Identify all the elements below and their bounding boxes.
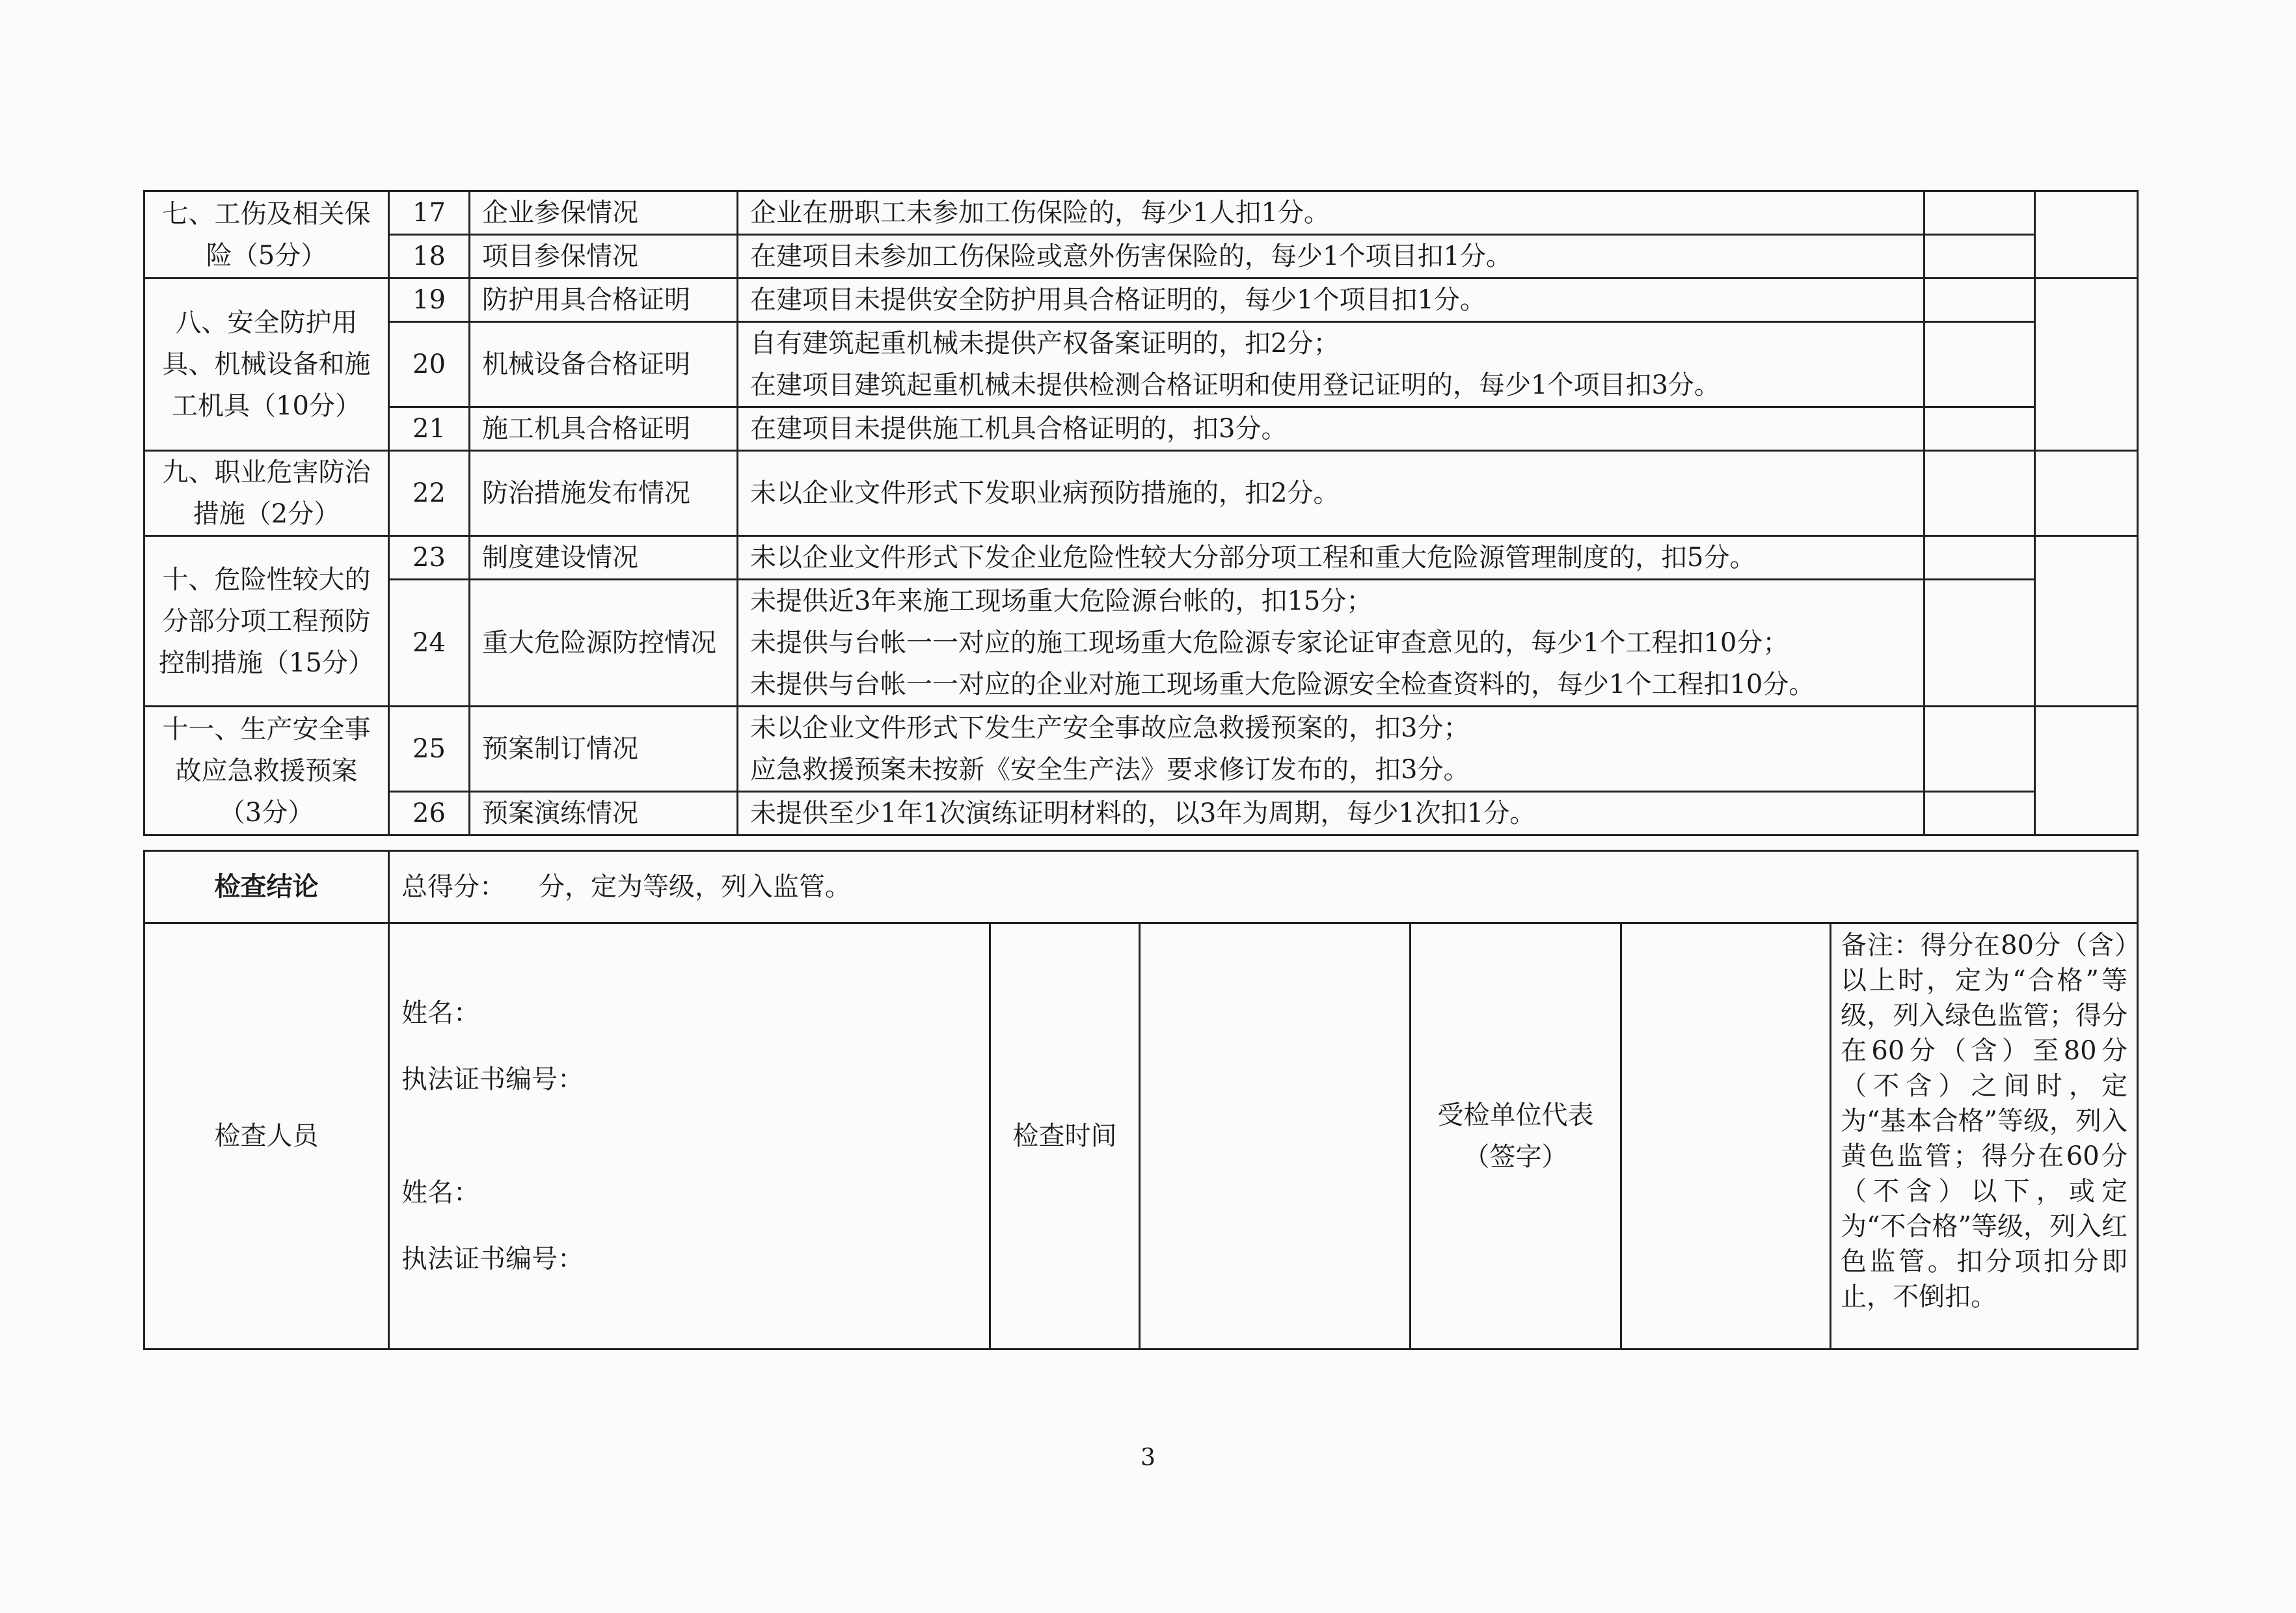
item-name: 预案演练情况 [470, 792, 738, 835]
criteria-line: 未提供近3年来施工现场重大危险源台帐的，扣15分； [750, 586, 1373, 616]
criteria-cell [738, 451, 1925, 536]
item-name: 防治措施发布情况 [470, 451, 738, 536]
score-cell [1925, 407, 2035, 451]
score-cell [1925, 792, 2035, 835]
criteria-line: 未以企业文件形式下发企业危险性较大分部分项工程和重大危险源管理制度的，扣5分。 [750, 543, 1756, 573]
table-row [144, 580, 2138, 707]
table-row [144, 451, 2138, 536]
criteria-line: 应急救援预案未按新《安全生产法》要求修订发布的，扣3分。 [750, 755, 1470, 785]
criteria-line: 在建项目未提供安全防护用具合格证明的，每少1个项目扣1分。 [750, 285, 1486, 315]
item-number: 24 [389, 580, 470, 707]
subtotal-cell [2035, 278, 2138, 451]
representative-sub: （签字） [1463, 1142, 1568, 1172]
item-name: 防护用具合格证明 [470, 278, 738, 322]
item-name: 企业参保情况 [470, 191, 738, 235]
criteria-line: 在建项目建筑起重机械未提供检测合格证明和使用登记证明的，每少1个项目扣3分。 [750, 370, 1720, 400]
item-number: 26 [389, 792, 470, 835]
criteria-line: 未提供与台帐一一对应的施工现场重大危险源专家论证审查意见的，每少1个工程扣10分； [750, 628, 1789, 658]
item-number: 25 [389, 707, 470, 792]
item-number: 22 [389, 451, 470, 536]
table-row [144, 707, 2138, 792]
conclusion-label: 检查结论 [144, 851, 389, 923]
score-cell [1925, 322, 2035, 407]
inspection-time-value [1140, 923, 1411, 1349]
table-row [144, 792, 2138, 835]
item-name: 项目参保情况 [470, 235, 738, 278]
item-number: 19 [389, 278, 470, 322]
category-cell: 八、安全防护用具、机械设备和施工机具（10分） [144, 278, 389, 451]
category-cell: 七、工伤及相关保险（5分） [144, 191, 389, 278]
item-name: 预案制订情况 [470, 707, 738, 792]
item-number: 23 [389, 536, 470, 580]
criteria-line: 企业在册职工未参加工伤保险的，每少1人扣1分。 [750, 198, 1330, 228]
criteria-cell [738, 278, 1925, 322]
table-row [144, 235, 2138, 278]
score-cell [1925, 278, 2035, 322]
category-cell: 十、危险性较大的分部分项工程预防控制措施（15分） [144, 536, 389, 707]
inspector-1-cert-field: 执法证书编号： [401, 1064, 584, 1094]
page-number: 3 [1141, 1444, 1155, 1471]
conclusion-text: 总得分： 分，定为等级，列入监管。 [389, 851, 2138, 923]
table-row [144, 191, 2138, 235]
category-cell: 十一、生产安全事故应急救援预案（3分） [144, 707, 389, 835]
criteria-line: 未提供至少1年1次演练证明材料的，以3年为周期，每少1次扣1分。 [750, 798, 1536, 828]
scoring-table [143, 190, 2139, 836]
subtotal-cell [2035, 191, 2138, 278]
table-row [144, 407, 2138, 451]
table-row [144, 322, 2138, 407]
inspector-row [144, 923, 2138, 1349]
item-name: 制度建设情况 [470, 536, 738, 580]
inspector-label: 检查人员 [144, 923, 389, 1349]
score-cell [1925, 235, 2035, 278]
representative-signature [1621, 923, 1831, 1349]
subtotal-cell [2035, 451, 2138, 536]
criteria-cell [738, 580, 1925, 707]
criteria-cell [738, 322, 1925, 407]
criteria-cell [738, 235, 1925, 278]
remark-note: 备注：得分在80分（含）以上时，定为“合格”等级，列入绿色监管；得分在60分（含）至80分（不含）之间时，定为“基本合格”等级，列入黄色监管；得分在60分（不含）以下，或定为“不合格”等级，列入红色监管。扣分项扣分即止，不倒扣。 [1831, 923, 2138, 1349]
criteria-line: 未以企业文件形式下发生产安全事故应急救援预案的，扣3分； [750, 713, 1470, 743]
criteria-cell [738, 707, 1925, 792]
item-number: 20 [389, 322, 470, 407]
score-cell [1925, 191, 2035, 235]
item-number: 17 [389, 191, 470, 235]
score-cell [1925, 707, 2035, 792]
inspector-fields [389, 923, 990, 1349]
category-cell: 九、职业危害防治措施（2分） [144, 451, 389, 536]
inspector-2-name-field: 姓名： [401, 1178, 479, 1208]
score-cell [1925, 451, 2035, 536]
subtotal-cell [2035, 707, 2138, 835]
item-name: 机械设备合格证明 [470, 322, 738, 407]
criteria-line: 自有建筑起重机械未提供产权备案证明的，扣2分； [750, 329, 1340, 359]
criteria-line: 在建项目未提供施工机具合格证明的，扣3分。 [750, 414, 1288, 444]
inspection-time-label: 检查时间 [990, 923, 1140, 1349]
item-name: 重大危险源防控情况 [470, 580, 738, 707]
criteria-line: 在建项目未参加工伤保险或意外伤害保险的，每少1个项目扣1分。 [750, 241, 1512, 271]
criteria-cell [738, 407, 1925, 451]
table-row [144, 536, 2138, 580]
conclusion-row [144, 851, 2138, 923]
representative-label: 受检单位代表 [1437, 1100, 1594, 1130]
criteria-cell [738, 792, 1925, 835]
conclusion-table [143, 850, 2139, 1350]
item-number: 21 [389, 407, 470, 451]
criteria-line: 未以企业文件形式下发职业病预防措施的，扣2分。 [750, 478, 1340, 508]
item-name: 施工机具合格证明 [470, 407, 738, 451]
subtotal-cell [2035, 536, 2138, 707]
representative-cell [1411, 923, 1621, 1349]
score-cell [1925, 536, 2035, 580]
inspector-1-name-field: 姓名： [401, 998, 479, 1028]
inspector-2-cert-field: 执法证书编号： [401, 1244, 584, 1274]
score-cell [1925, 580, 2035, 707]
criteria-line: 未提供与台帐一一对应的企业对施工现场重大危险源安全检查资料的，每少1个工程扣10分。 [750, 670, 1815, 699]
item-number: 18 [389, 235, 470, 278]
criteria-cell [738, 536, 1925, 580]
table-row [144, 278, 2138, 322]
criteria-cell [738, 191, 1925, 235]
